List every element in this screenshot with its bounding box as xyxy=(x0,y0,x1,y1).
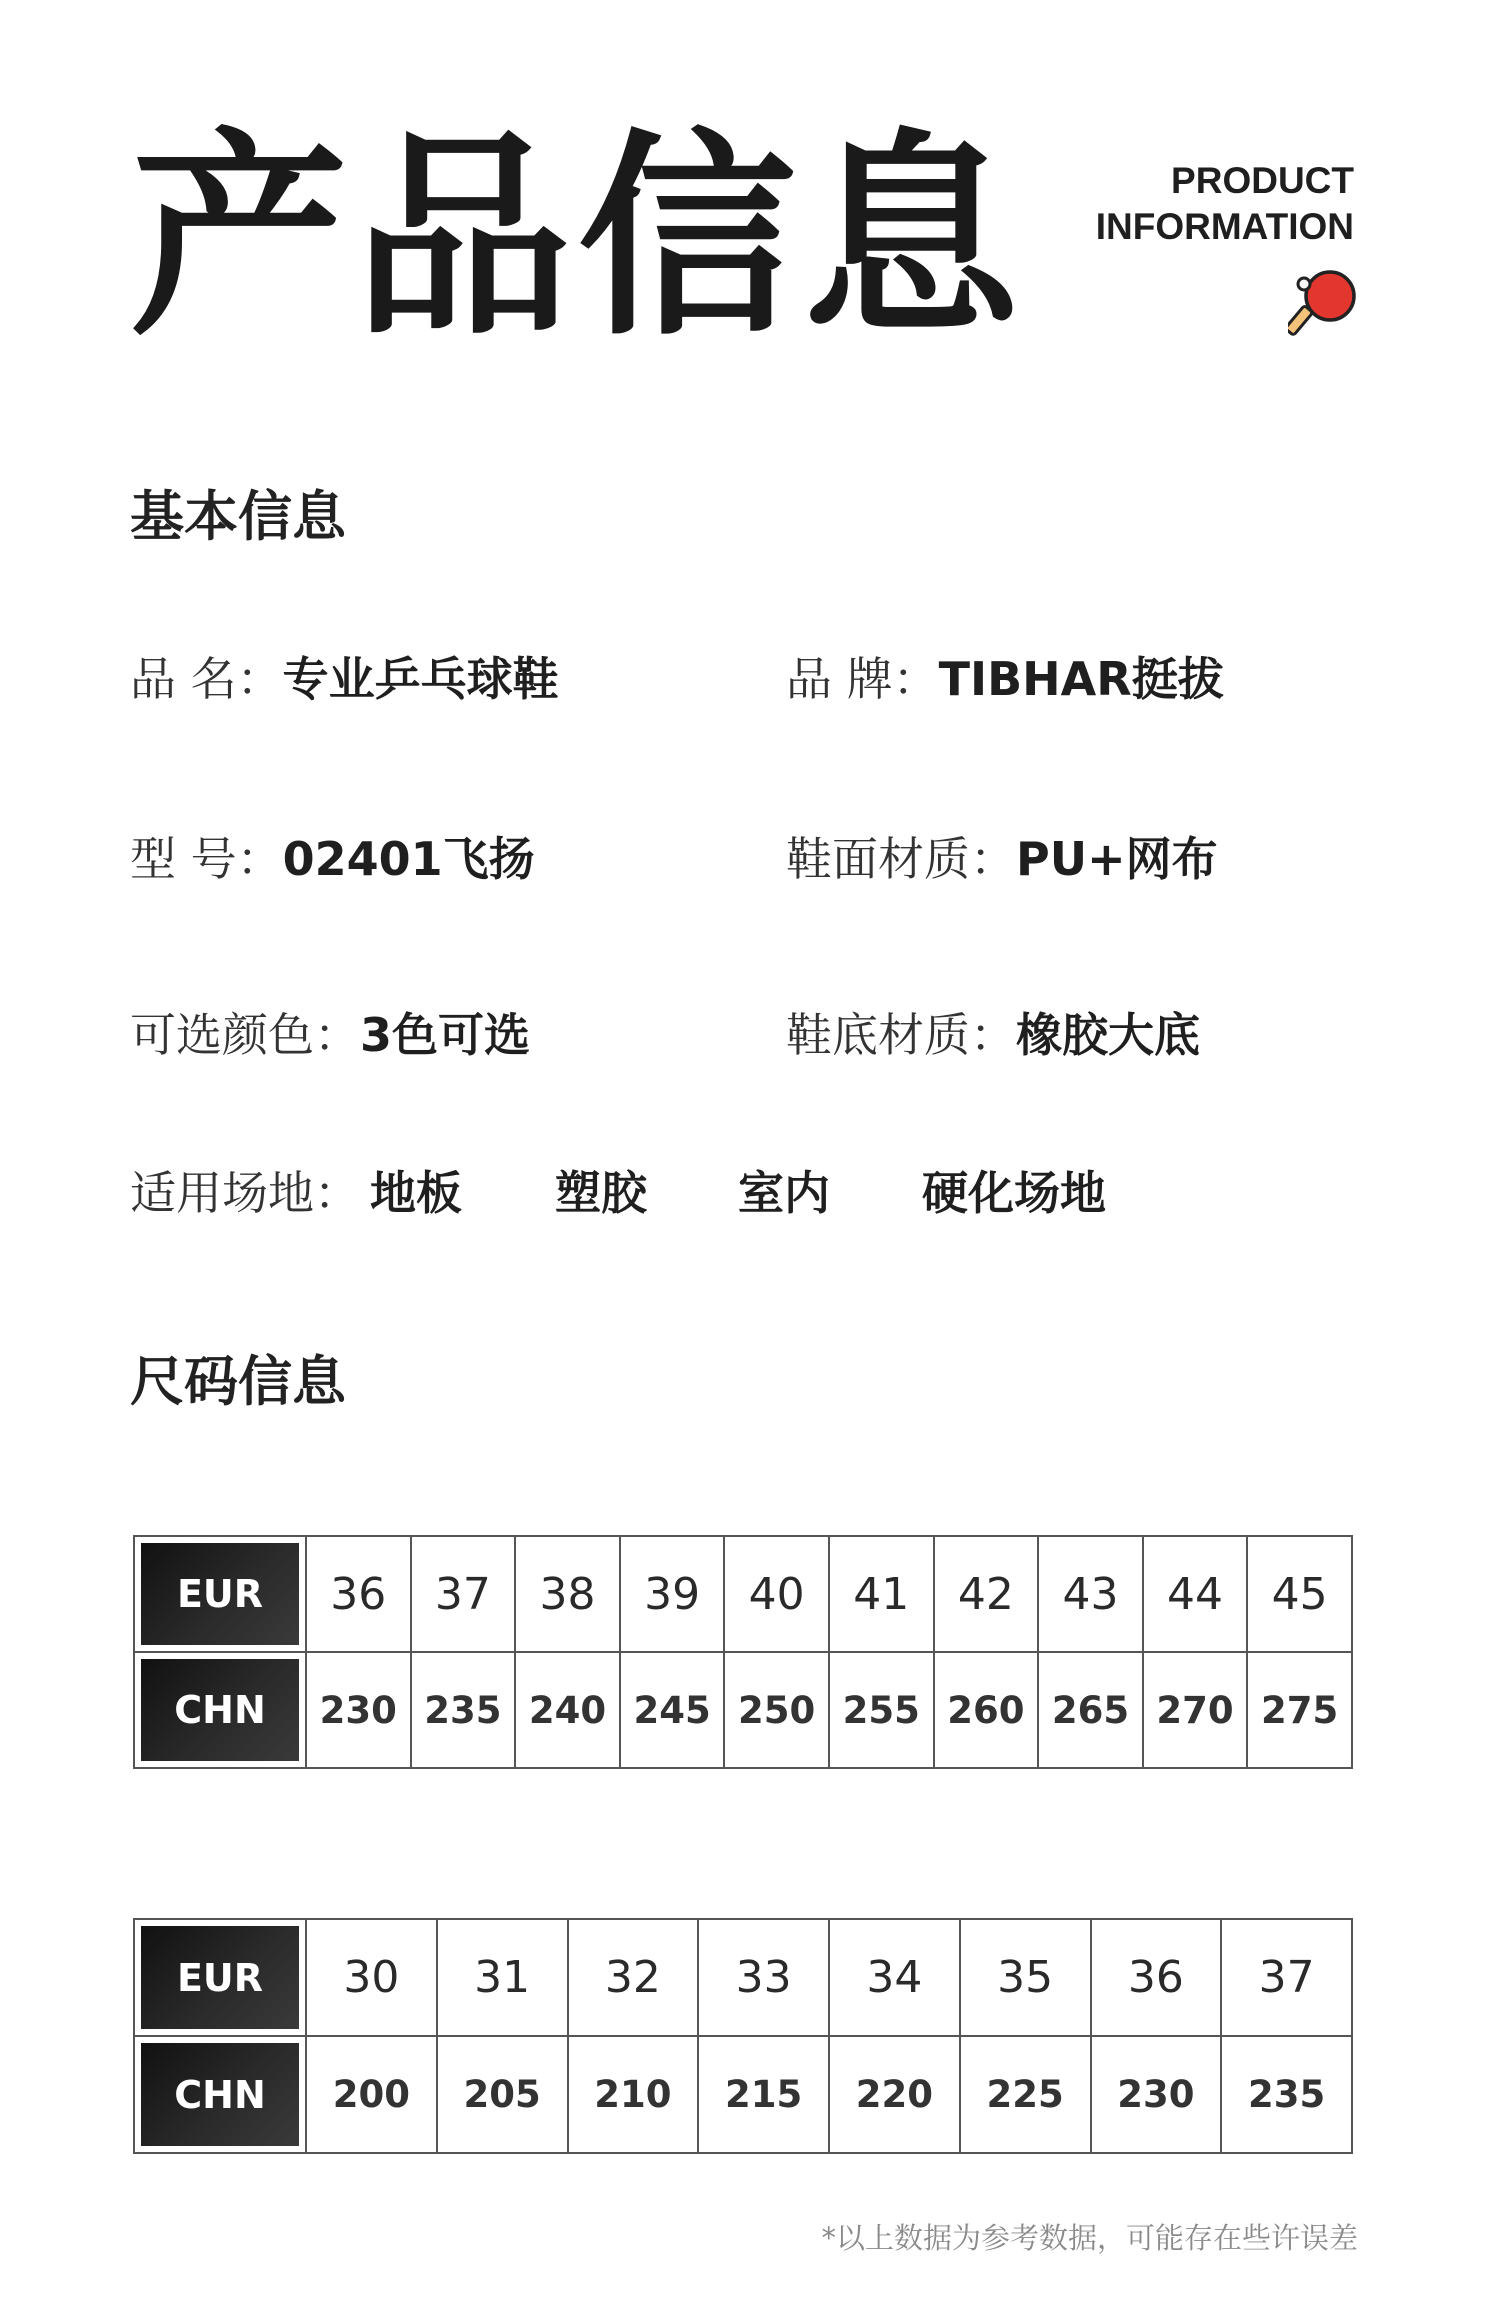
chn-header-label: CHN xyxy=(141,1659,299,1761)
disclaimer-footnote: *以上数据为参考数据，可能存在些许误差 xyxy=(821,2221,1358,2255)
size-cell: 240 xyxy=(515,1652,620,1768)
eur-header-label: EUR xyxy=(141,1543,299,1645)
color-label: 可选颜色： xyxy=(130,1008,360,1062)
table-row xyxy=(134,2036,1352,2153)
brand-row xyxy=(786,652,1224,706)
model-value: 02401飞扬 xyxy=(282,832,535,886)
table-row xyxy=(134,1536,1352,1652)
size-cell: 36 xyxy=(1091,1919,1222,2036)
size-cell: 250 xyxy=(724,1652,829,1768)
venue-plastic: 塑胶 xyxy=(555,1166,647,1220)
color-row xyxy=(130,1008,531,1062)
ping-pong-paddle-icon xyxy=(1288,268,1358,338)
size-cell: 35 xyxy=(960,1919,1091,2036)
size-cell: 230 xyxy=(1091,2036,1222,2153)
size-cell: 37 xyxy=(1221,1919,1352,2036)
size-cell: 33 xyxy=(698,1919,829,2036)
size-cell: 210 xyxy=(568,2036,699,2153)
table-row xyxy=(134,1919,1352,2036)
size-cell: 275 xyxy=(1247,1652,1352,1768)
size-cell: 32 xyxy=(568,1919,699,2036)
size-cell: 30 xyxy=(306,1919,437,2036)
english-title-line-2: INFORMATION xyxy=(1095,206,1354,247)
size-cell: 260 xyxy=(934,1652,1039,1768)
size-cell: 42 xyxy=(934,1536,1039,1652)
chn-header-label: CHN xyxy=(141,2043,299,2146)
model-label: 型 号： xyxy=(130,832,283,886)
size-cell: 41 xyxy=(829,1536,934,1652)
upper-material-value: PU+网布 xyxy=(1016,832,1218,886)
size-cell: 34 xyxy=(829,1919,960,2036)
sole-material-label: 鞋底材质： xyxy=(786,1008,1016,1062)
english-title-line-1: PRODUCT xyxy=(1171,160,1354,201)
size-cell: 255 xyxy=(829,1652,934,1768)
eur-header-cell xyxy=(134,1536,306,1652)
table-row xyxy=(134,1652,1352,1768)
english-title xyxy=(1096,158,1354,250)
upper-material-label: 鞋面材质： xyxy=(786,832,1016,886)
size-cell: 38 xyxy=(515,1536,620,1652)
brand-value: TIBHAR挺拔 xyxy=(938,652,1224,706)
size-cell: 45 xyxy=(1247,1536,1352,1652)
size-table-youth xyxy=(133,1918,1353,2154)
size-cell: 31 xyxy=(437,1919,568,2036)
chn-header-cell xyxy=(134,2036,306,2153)
size-cell: 270 xyxy=(1143,1652,1248,1768)
size-cell: 36 xyxy=(306,1536,411,1652)
size-cell: 43 xyxy=(1038,1536,1143,1652)
venue-hard-court: 硬化场地 xyxy=(922,1166,1106,1220)
size-cell: 225 xyxy=(960,2036,1091,2153)
product-name-row xyxy=(130,652,559,706)
basic-info-heading: 基本信息 xyxy=(130,485,346,548)
page-title: 产品信息 xyxy=(130,112,1026,365)
size-cell: 245 xyxy=(620,1652,725,1768)
product-name-value: 专业乒乓球鞋 xyxy=(282,652,559,706)
size-cell: 39 xyxy=(620,1536,725,1652)
size-cell: 44 xyxy=(1143,1536,1248,1652)
size-cell: 215 xyxy=(698,2036,829,2153)
upper-material-row xyxy=(786,832,1218,886)
size-cell: 37 xyxy=(411,1536,516,1652)
size-cell: 40 xyxy=(724,1536,829,1652)
sole-material-value: 橡胶大底 xyxy=(1016,1008,1200,1062)
size-info-heading: 尺码信息 xyxy=(130,1350,346,1413)
color-value: 3色可选 xyxy=(360,1008,531,1062)
size-cell: 200 xyxy=(306,2036,437,2153)
brand-label: 品 牌： xyxy=(786,652,939,706)
venue-indoor: 室内 xyxy=(738,1166,830,1220)
venue-label: 适用场地： xyxy=(130,1166,360,1220)
size-cell: 230 xyxy=(306,1652,411,1768)
chn-header-cell xyxy=(134,1652,306,1768)
size-cell: 205 xyxy=(437,2036,568,2153)
size-cell: 220 xyxy=(829,2036,960,2153)
eur-header-cell xyxy=(134,1919,306,2036)
size-table-adult xyxy=(133,1535,1353,1769)
size-cell: 235 xyxy=(1221,2036,1352,2153)
sole-material-row xyxy=(786,1008,1200,1062)
venue-floor: 地板 xyxy=(370,1166,462,1220)
size-cell: 235 xyxy=(411,1652,516,1768)
model-row xyxy=(130,832,535,886)
size-cell: 265 xyxy=(1038,1652,1143,1768)
product-name-label: 品 名： xyxy=(130,652,283,706)
venue-row xyxy=(130,1166,1130,1220)
eur-header-label: EUR xyxy=(141,1926,299,2029)
